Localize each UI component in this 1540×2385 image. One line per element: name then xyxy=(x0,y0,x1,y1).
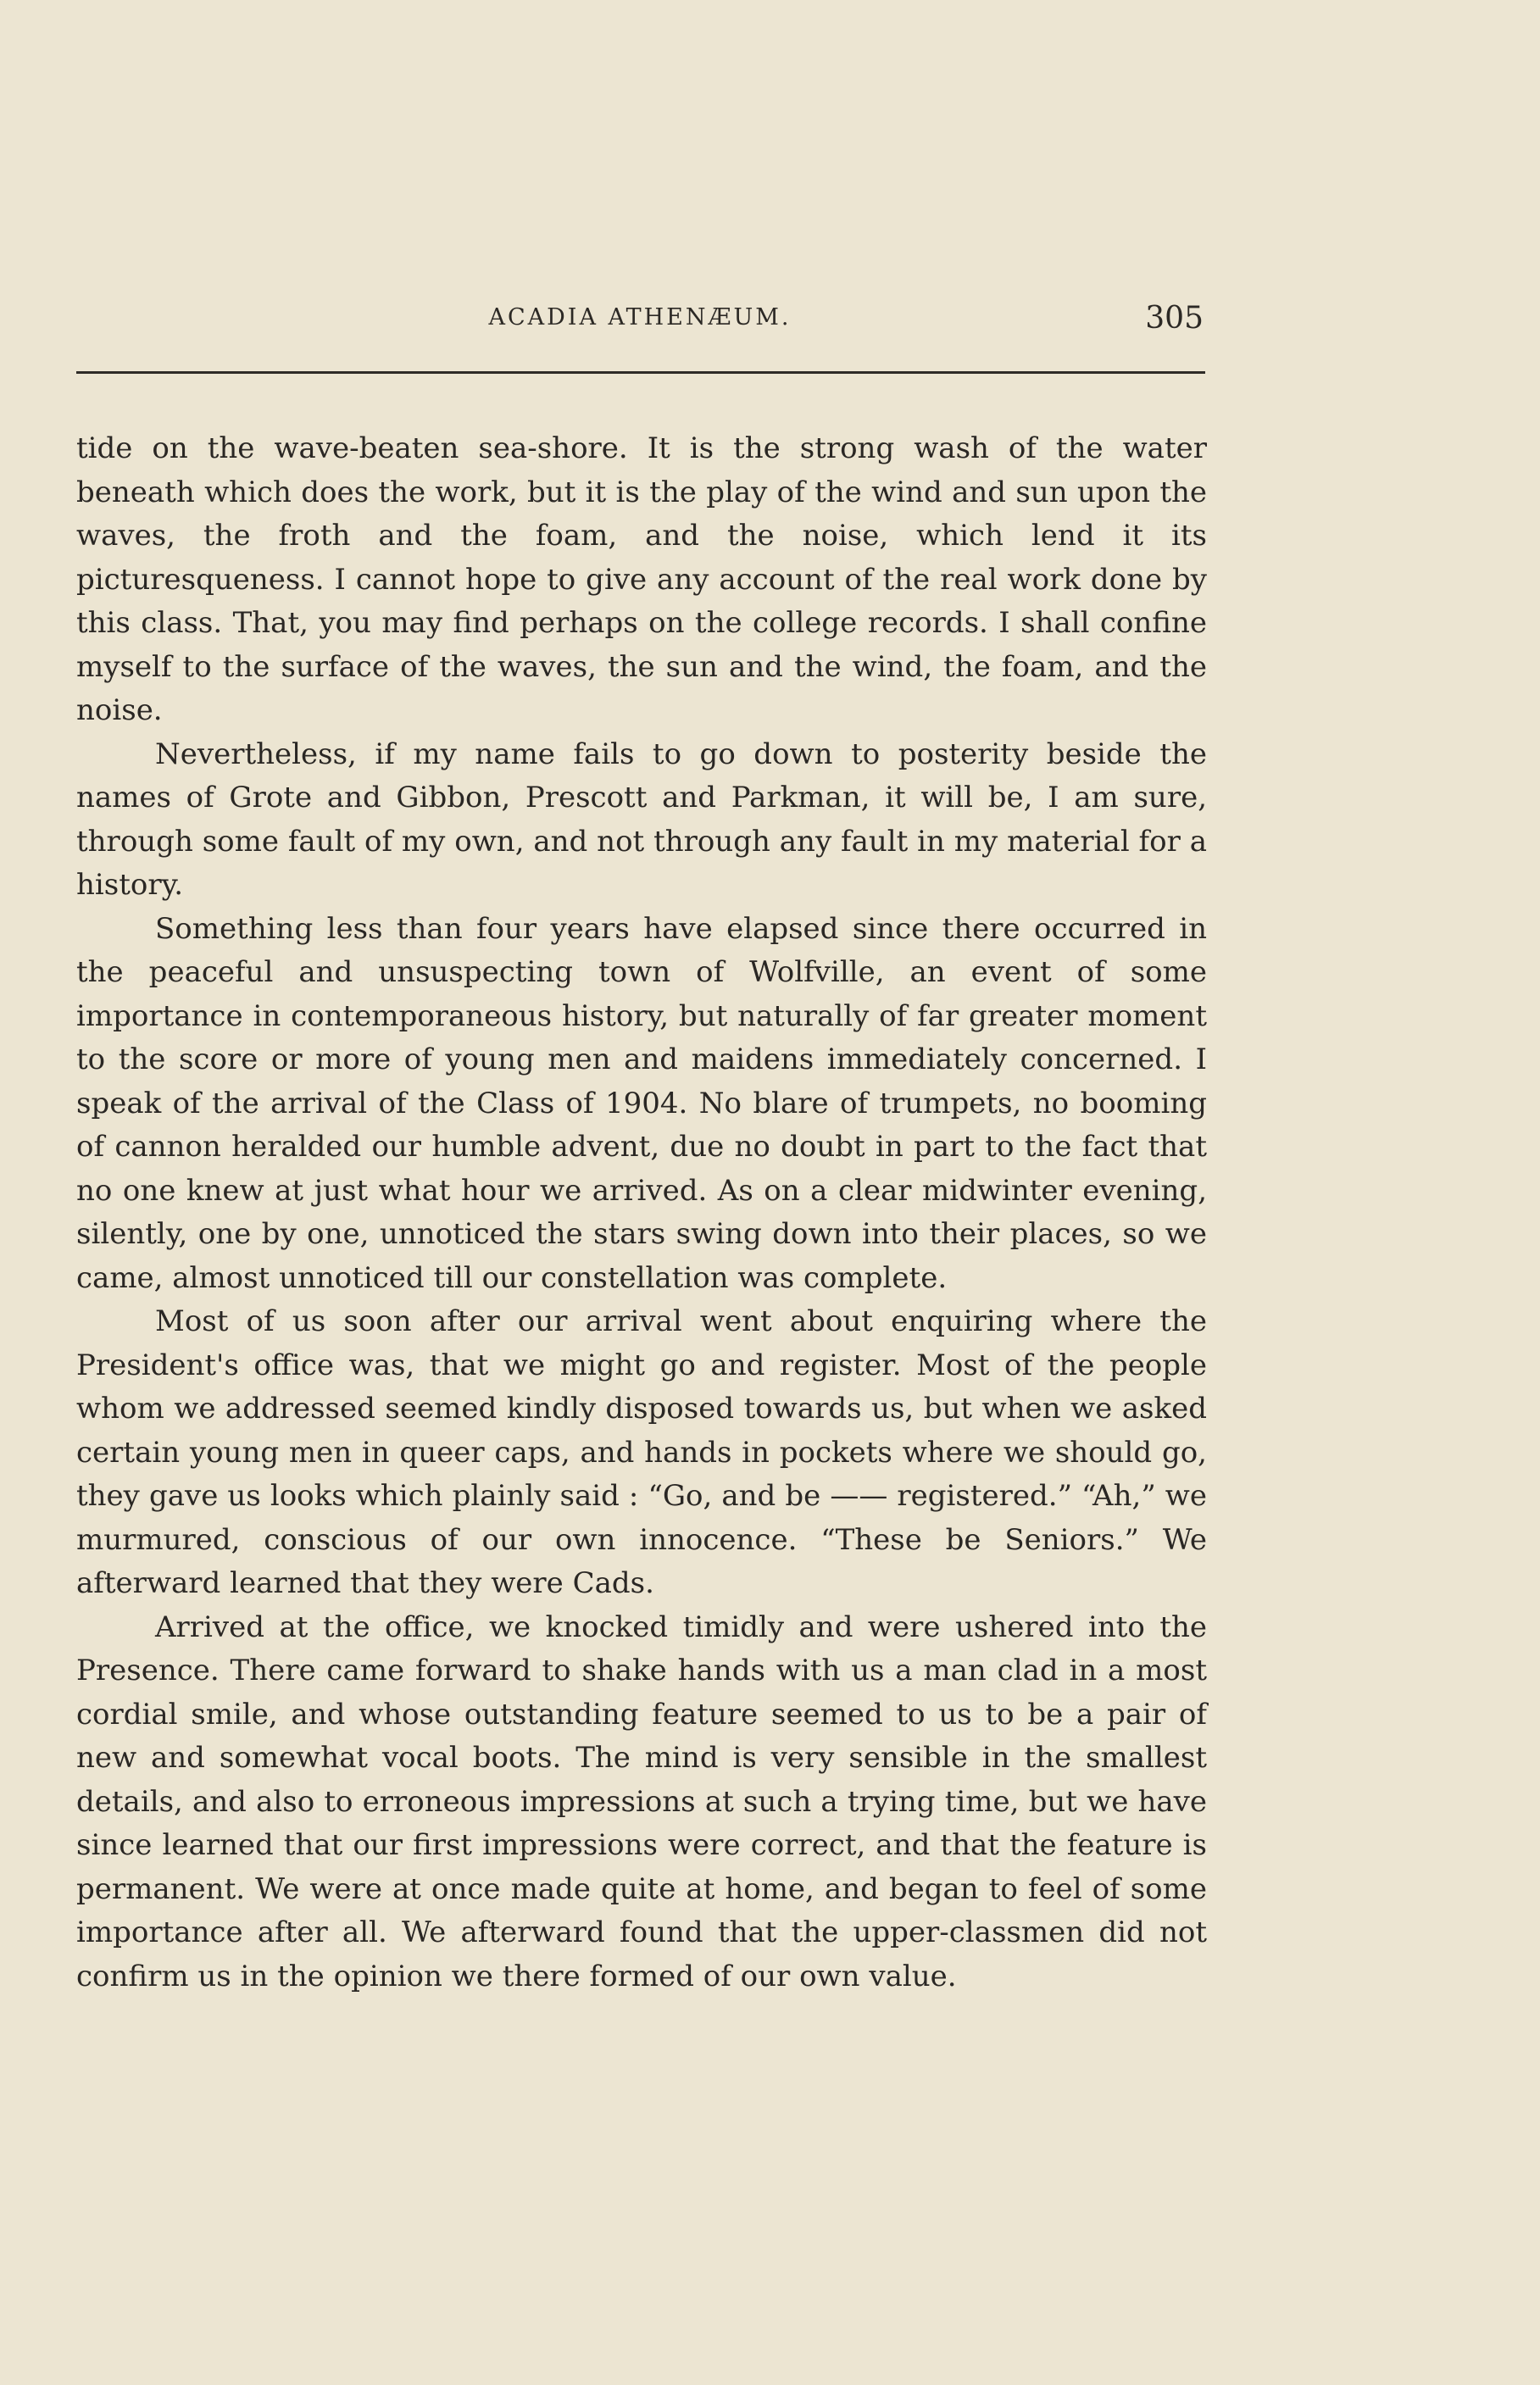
running-header xyxy=(76,301,1204,343)
paragraph: Something less than four years have elapsed since there occurred in the peaceful and unsuspecting town of Wolfville, an event of some importance in contemporaneous history, but naturally of far greater moment to the score or more of young men and maidens immediately concerned. I speak of the arrival of the Class of 1904. No blare of trumpets, no booming of cannon heralded our humble advent, due no doubt in part to the fact that no one knew at just what hour we arrived. As on a clear midwinter evening, silently, one by one, unnoticed the stars swing down into their places, so we came, almost unnoticed till our constellation was complete. xyxy=(76,911,1207,1295)
paragraph: Nevertheless, if my name fails to go down to posterity beside the names of Grote and Gibbon, Prescott and Parkman, it will be, I am sure, through some fault of my own, and not through any fault in my material for a history. xyxy=(76,737,1207,902)
paragraph: Most of us soon after our arrival went about enquiring where the President's office was, that we might go and register. Most of the people whom we addressed seemed kindly disposed towards us, but when we asked certain young men in queer caps, and hands in pockets where we should go, they gave us looks which plainly said : “Go, and be —— registered.” “Ah,” we murmured, conscious of our own innocence. “These be Seniors.” We afterward learned that they were Cads. xyxy=(76,1304,1207,1600)
header-rule xyxy=(76,371,1205,374)
page-number: 305 xyxy=(1145,301,1204,336)
paragraph: Arrived at the office, we knocked timidly and were ushered into the Presence. There came forward to shake hands with us a man clad in a most cordial smile, and whose outstanding feature seemed to us to be a pair of new and somewhat vocal boots. The mind is very sensible in the smallest details, and also to erroneous impressions at such a trying time, but we have since learned that our first impressions were correct, and that the feature is permanent. We were at once made quite at home, and began to feel of some importance after all. We afterward found that the upper-classmen did not confirm us in the opinion we there formed of our own value. xyxy=(76,1609,1207,1993)
paragraph: tide on the wave-beaten sea-shore. It is the strong wash of the water beneath which does the work, but it is the play of the wind and sun upon the waves, the froth and the foam, and the noise, which lend it its picturesqueness. I cannot hope to give any account of the real work done by this class. That, you may find perhaps on the college records. I shall confine myself to the surface of the waves, the sun and the wind, the foam, and the noise. xyxy=(76,431,1207,727)
running-title: ACADIA ATHENÆUM. xyxy=(488,304,792,331)
article-body xyxy=(76,427,1207,1999)
